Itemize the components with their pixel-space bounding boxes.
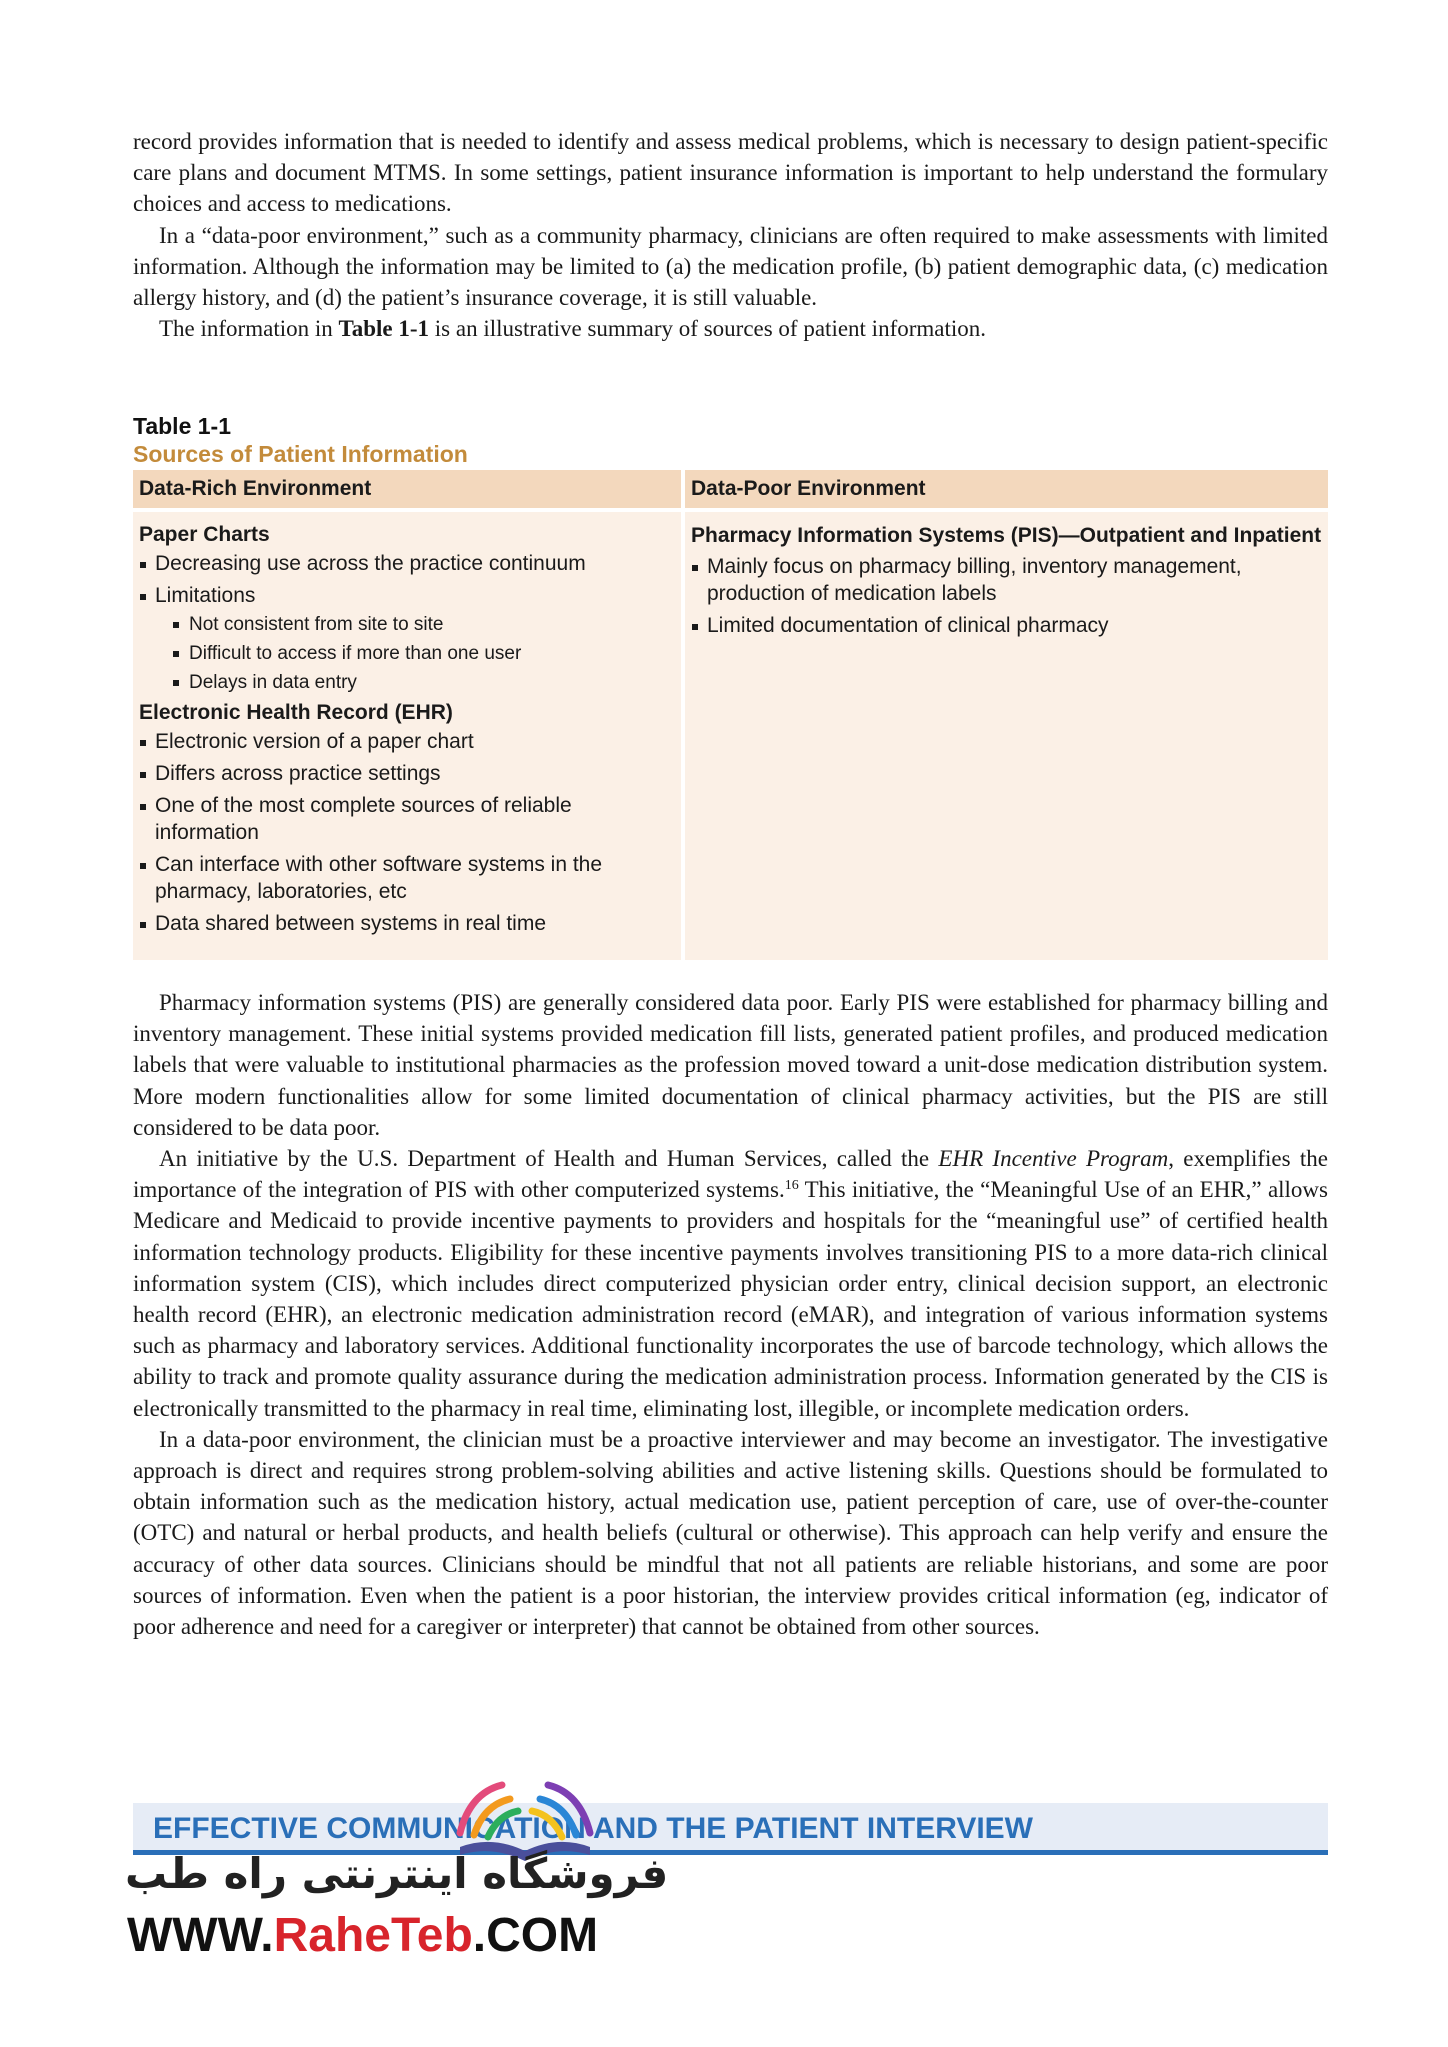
limitations-label: Limitations <box>155 584 256 607</box>
data-rich-column <box>133 470 681 960</box>
paper-charts-list <box>139 550 675 695</box>
table-reference: Table 1-1 <box>338 316 430 342</box>
sublist-item: Not consistent from site to site <box>173 613 675 637</box>
body-paragraph-2 <box>133 1143 1328 1424</box>
body-paragraph-3: In a data-poor environment, the clinician must be a proactive interviewer and may become an investigator. The investigative approach is direct and requires strong problem-solving abilities and active listening skills. Questions should be formulated to obtain information such as the medication history, actual medication use, patient perception of care, use of over-the-counter (OTC) and natural or herbal products, and health beliefs (cultural or otherwise). This approach can help verify and ensure the accuracy of other data sources. Clinicians should be mindful that not all patients are reliable historians, and some are poor sources of information. Even when the patient is a poor historian, the interview provides critical information (eg, indicator of poor adherence and need for a caregiver or interpreter) that cannot be obtained from other sources. <box>133 1426 1328 1640</box>
intro-paragraph-3 <box>133 313 1328 344</box>
intro-p3-before: The information in <box>159 316 339 342</box>
intro-paragraph-1: record provides information that is needed to identify and assess medical problems, which is necessary to design patient-specific care plans and document MTMS. In some settings, patient insurance information is important to help understand the formulary choices and access to medications. <box>133 129 1328 217</box>
section-heading-band <box>133 1803 1328 1855</box>
list-item: Electronic version of a paper chart <box>139 728 675 755</box>
intro-p3-after: is an illustrative summary of sources of patient information. <box>429 316 987 342</box>
list-item: One of the most complete sources of reliable information <box>139 792 675 846</box>
body-paragraph-1: Pharmacy information systems (PIS) are generally considered data poor. Early PIS were established for pharmacy billing and inventory management. These initial systems provided medication fill lists, generated patient profiles, and produced medication labels that were valuable to institutional pharmacies as the profession moved toward a unit-dose medication distribution system. More modern functionalities allow for some limited documentation of clinical pharmacy activities, but the PIS are still considered to be data poor. <box>133 990 1328 1140</box>
list-item: Differs across practice settings <box>139 760 675 787</box>
intro-paragraph-2: In a “data-poor environment,” such as a community pharmacy, clinicians are often required to make assessments with limited information. Although the information may be limited to (a) the medication profile, (b) patient demographic data, (c) medication allergy history, and (d) the patient’s insurance coverage, it is still valuable. <box>133 222 1328 311</box>
data-poor-header: Data-Poor Environment <box>685 470 1328 508</box>
url-suffix: .COM <box>472 1909 599 1962</box>
ehr-title: Electronic Health Record (EHR) <box>139 701 453 724</box>
table-number: Table 1-1 <box>133 413 231 439</box>
sublist-item: Difficult to access if more than one user <box>173 642 675 666</box>
body-text <box>133 987 1328 1642</box>
paper-charts-title: Paper Charts <box>139 523 270 546</box>
intro-text <box>133 126 1328 344</box>
sublist-item: Delays in data entry <box>173 671 675 695</box>
watermark-persian: فروشگاه اینترنتی راه طب <box>125 1849 669 1898</box>
data-rich-body <box>133 512 681 960</box>
url-brand: RaheTeb <box>273 1909 473 1962</box>
table-heading <box>133 412 468 468</box>
watermark-url <box>127 1908 598 1964</box>
body-p2-part-a: An initiative by the U.S. Department of Health and Human Services, called the <box>159 1146 939 1172</box>
section-heading: EFFECTIVE COMMUNICATION AND THE PATIENT INTERVIEW <box>153 1812 1033 1845</box>
limitations-sublist <box>155 613 675 695</box>
list-item: Data shared between systems in real time <box>139 910 675 937</box>
url-prefix: WWW. <box>127 1909 274 1962</box>
program-name: EHR Incentive Program <box>938 1146 1169 1172</box>
list-item <box>139 582 675 695</box>
pis-title: Pharmacy Information Systems (PIS)—Outpatient and Inpatient <box>691 524 1322 547</box>
sources-table <box>133 470 1328 960</box>
data-poor-column <box>685 470 1328 960</box>
data-poor-body <box>685 512 1328 960</box>
body-p2-part-c: This initiative, the “Meaningful Use of an EHR,” allows Medicare and Medicaid to provide incentive payments to providers and hospitals for the “meaningful use” of certified health information technology products. Eligibility for these incentive payments involves transitioning PIS to a more data-rich clinical information system (CIS), which includes direct computerized physician order entry, clinical decision support, an electronic health record (EHR), an electronic medication administration record (eMAR), and integration of various information systems such as pharmacy and laboratory services. Additional functionality incorporates the use of barcode technology, which allows the ability to track and promote quality assurance during the medication administration process. Information generated by the CIS is electronically transmitted to the pharmacy in real time, eliminating lost, illegible, or incomplete medication orders. <box>133 1177 1328 1421</box>
citation-superscript: 16 <box>784 1178 799 1194</box>
table-title: Sources of Patient Information <box>133 441 468 467</box>
pis-list <box>691 553 1322 639</box>
list-item: Limited documentation of clinical pharmacy <box>691 612 1322 639</box>
list-item: Decreasing use across the practice continuum <box>139 550 675 577</box>
list-item: Mainly focus on pharmacy billing, inventory management, production of medication labels <box>691 553 1322 607</box>
list-item: Can interface with other software systems in the pharmacy, laboratories, etc <box>139 851 675 905</box>
data-rich-header: Data-Rich Environment <box>133 470 681 508</box>
ehr-list <box>139 728 675 937</box>
body-p2-part-b: , exemplifies the importance of the integration of PIS with other computerized systems. <box>133 1146 1328 1203</box>
